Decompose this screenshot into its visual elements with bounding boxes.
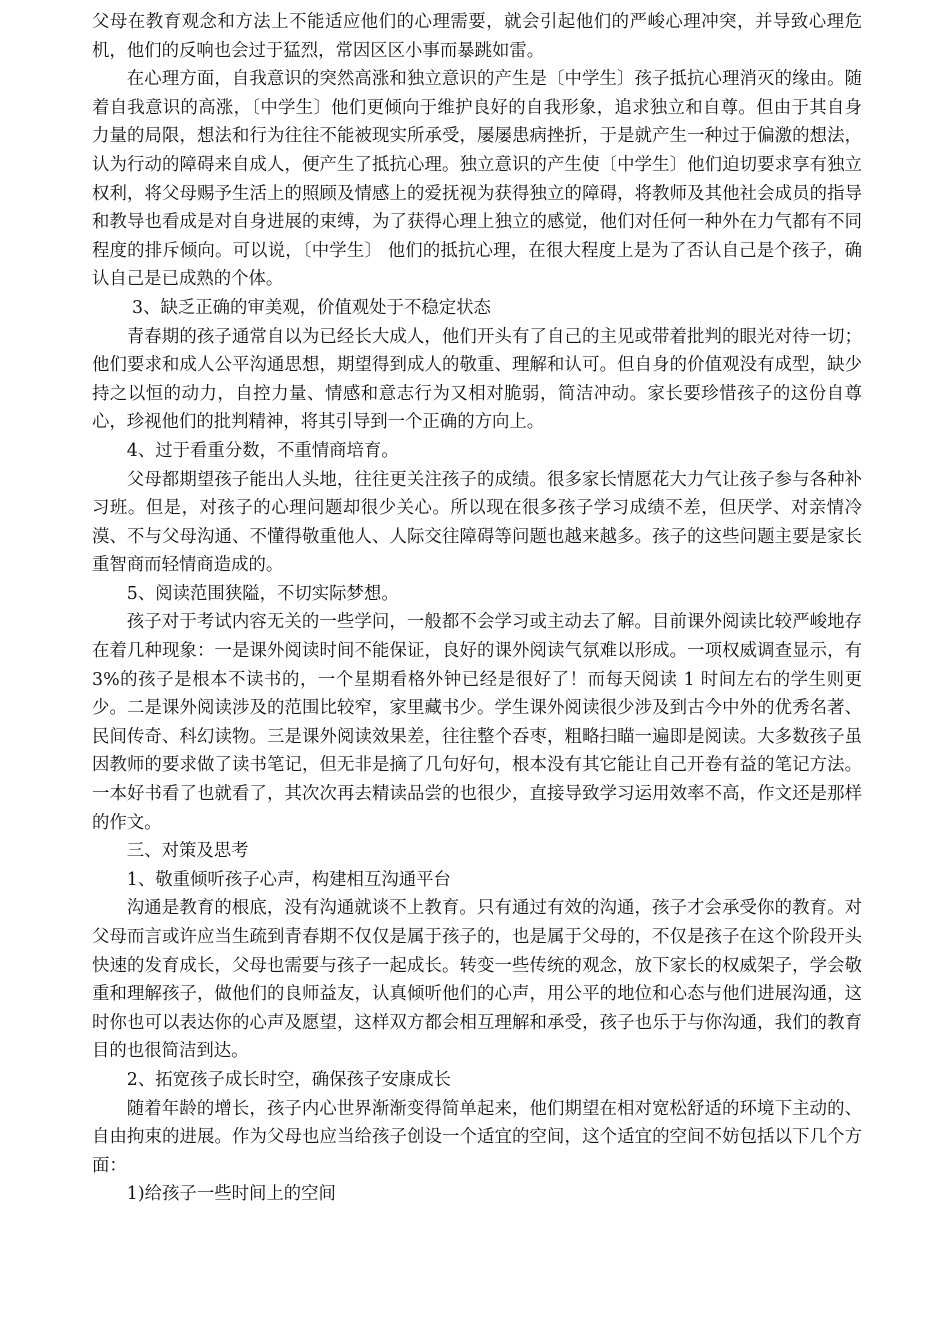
heading-listen-to-children: 1、敬重倾听孩子心声，构建相互沟通平台 — [126, 869, 451, 890]
heading-expand-space: 2、拓宽孩子成长时空，确保孩子安康成长 — [126, 1069, 451, 1090]
paragraph-self-awareness: 在心理方面，自我意识的突然高涨和独立意识的产生是〔中学生〕孩子抵抗心理消灭的缘由。随着自我意识的高涨，〔中学生〕他们更倾向于维护良好的自我形象，追求独立和自尊。但由于其自身力量的局限，想法和行为往往不能被现实所承受，屡屡患病挫折，于是就产生一种过于偏激的想法，认为行动的障碍来自成人，便产生了抵抗心理。独立意识的产生使〔中学生〕他们迫切要求享有独立权利，将父母赐予生活上的照顾及情感上的爱抚视为获得独立的障碍，将教师及其他社会成员的指导和教导也看成是对自身进展的束缚，为了获得心理上独立的感觉，他们对任何一种外在力气都有不同程度的排斥倾向。可以说，〔中学生〕 他们的抵抗心理，在很大程度上是为了否认自己是个孩子，确认自己是已成熟的个体。 — [92, 69, 862, 290]
paragraph-parent-conflict: 父母在教育观念和方法上不能适应他们的心理需要，就会引起他们的严峻心理冲突，并导致心理危机，他们的反响也会过于猛烈，常因区区小事而暴跳如雷。 — [92, 12, 862, 61]
heading-time-space: 1)给孩子一些时间上的空间 — [126, 1184, 336, 1205]
heading-countermeasures: 三、对策及思考 — [126, 841, 249, 862]
paragraph-adolescent-views: 青春期的孩子通常自以为已经长大成人，他们开头有了自己的主见或带着批判的眼光对待一切；他们要求和成人公平沟通思想，期望得到成人的敬重、理解和认可。但自身的价值观没有成型，缺少持之以恒的动力，自控力量、情感和意志行为又相对脆弱，简洁冲动。家长要珍惜孩子的这份自尊心，珍视他们的批判精神，将其引导到一个正确的方向上。 — [92, 326, 862, 433]
paragraph-reading-problems: 孩子对于考试内容无关的一些学问，一般都不会学习或主动去了解。目前课外阅读比较严峻地存在着几种现象：一是课外阅读时间不能保证，良好的课外阅读气氛难以形成。一项权威调查显示，有 3%的孩子是根本不读书的，一个星期看格外钟已经是很好了！而每天阅读 1 时间左右的学生则更少。二是课外阅读涉及的范围比较窄，家里藏书少。学生课外阅读很少涉及到古今中外的优秀名著、民间传奇、科幻读物。三是课外阅读效果差，往往整个吞枣，粗略扫瞄一遍即是阅读。大多数孩子虽因教师的要求做了读书笔记，但无非是摘了几句好句，根本没有其它能让自己开卷有益的笔记方法。一本好书看了也就看了，其次次再去精读品尝的也很少，直接导致学习运用效率不高，作文还是那样的作文。 — [92, 612, 862, 833]
paragraph-parents-expectations: 父母都期望孩子能出人头地，往往更关注孩子的成绩。很多家长情愿花大力气让孩子参与各种补习班。但是，对孩子的心理问题却很少关心。所以现在很多孩子学习成绩不差，但厌学、对亲情冷漠、不与父母沟通、不懂得敬重他人、人际交往障碍等问题也越来越多。孩子的这些问题主要是家长重智商而轻情商造成的。 — [92, 469, 862, 576]
heading-aesthetic-values: 3、缺乏正确的审美观，价值观处于不稳定状态 — [132, 297, 491, 318]
paragraph-communication: 沟通是教育的根底，没有沟通就谈不上教育。只有通过有效的沟通，孩子才会承受你的教育。对父母而言或许应当生疏到青春期不仅仅是属于孩子的，也是属于父母的，不仅是孩子在这个阶段开头快速的发育成长，父母也需要与孩子一起成长。转变一些传统的观念，放下家长的权威架子，学会敬重和理解孩子，做他们的良师益友，认真倾听他们的心声，用公平的地位和心态与他们进展沟通，这时你也可以表达你的心声及愿望，这样双方都会相互理解和承受，孩子也乐于与你沟通，我们的教育目的也很简洁到达。 — [92, 898, 862, 1062]
paragraph-growth-space: 随着年龄的增长，孩子内心世界渐渐变得简单起来，他们期望在相对宽松舒适的环境下主动的、自由拘束的进展。作为父母也应当给孩子创设一个适宜的空间，这个适宜的空间不妨包括以下几个方面： — [92, 1098, 862, 1176]
heading-score-focus: 4、过于看重分数，不重情商培育。 — [126, 440, 399, 461]
heading-reading-scope: 5、阅读范围狭隘，不切实际梦想。 — [126, 583, 399, 604]
document-page — [92, 8, 862, 1209]
